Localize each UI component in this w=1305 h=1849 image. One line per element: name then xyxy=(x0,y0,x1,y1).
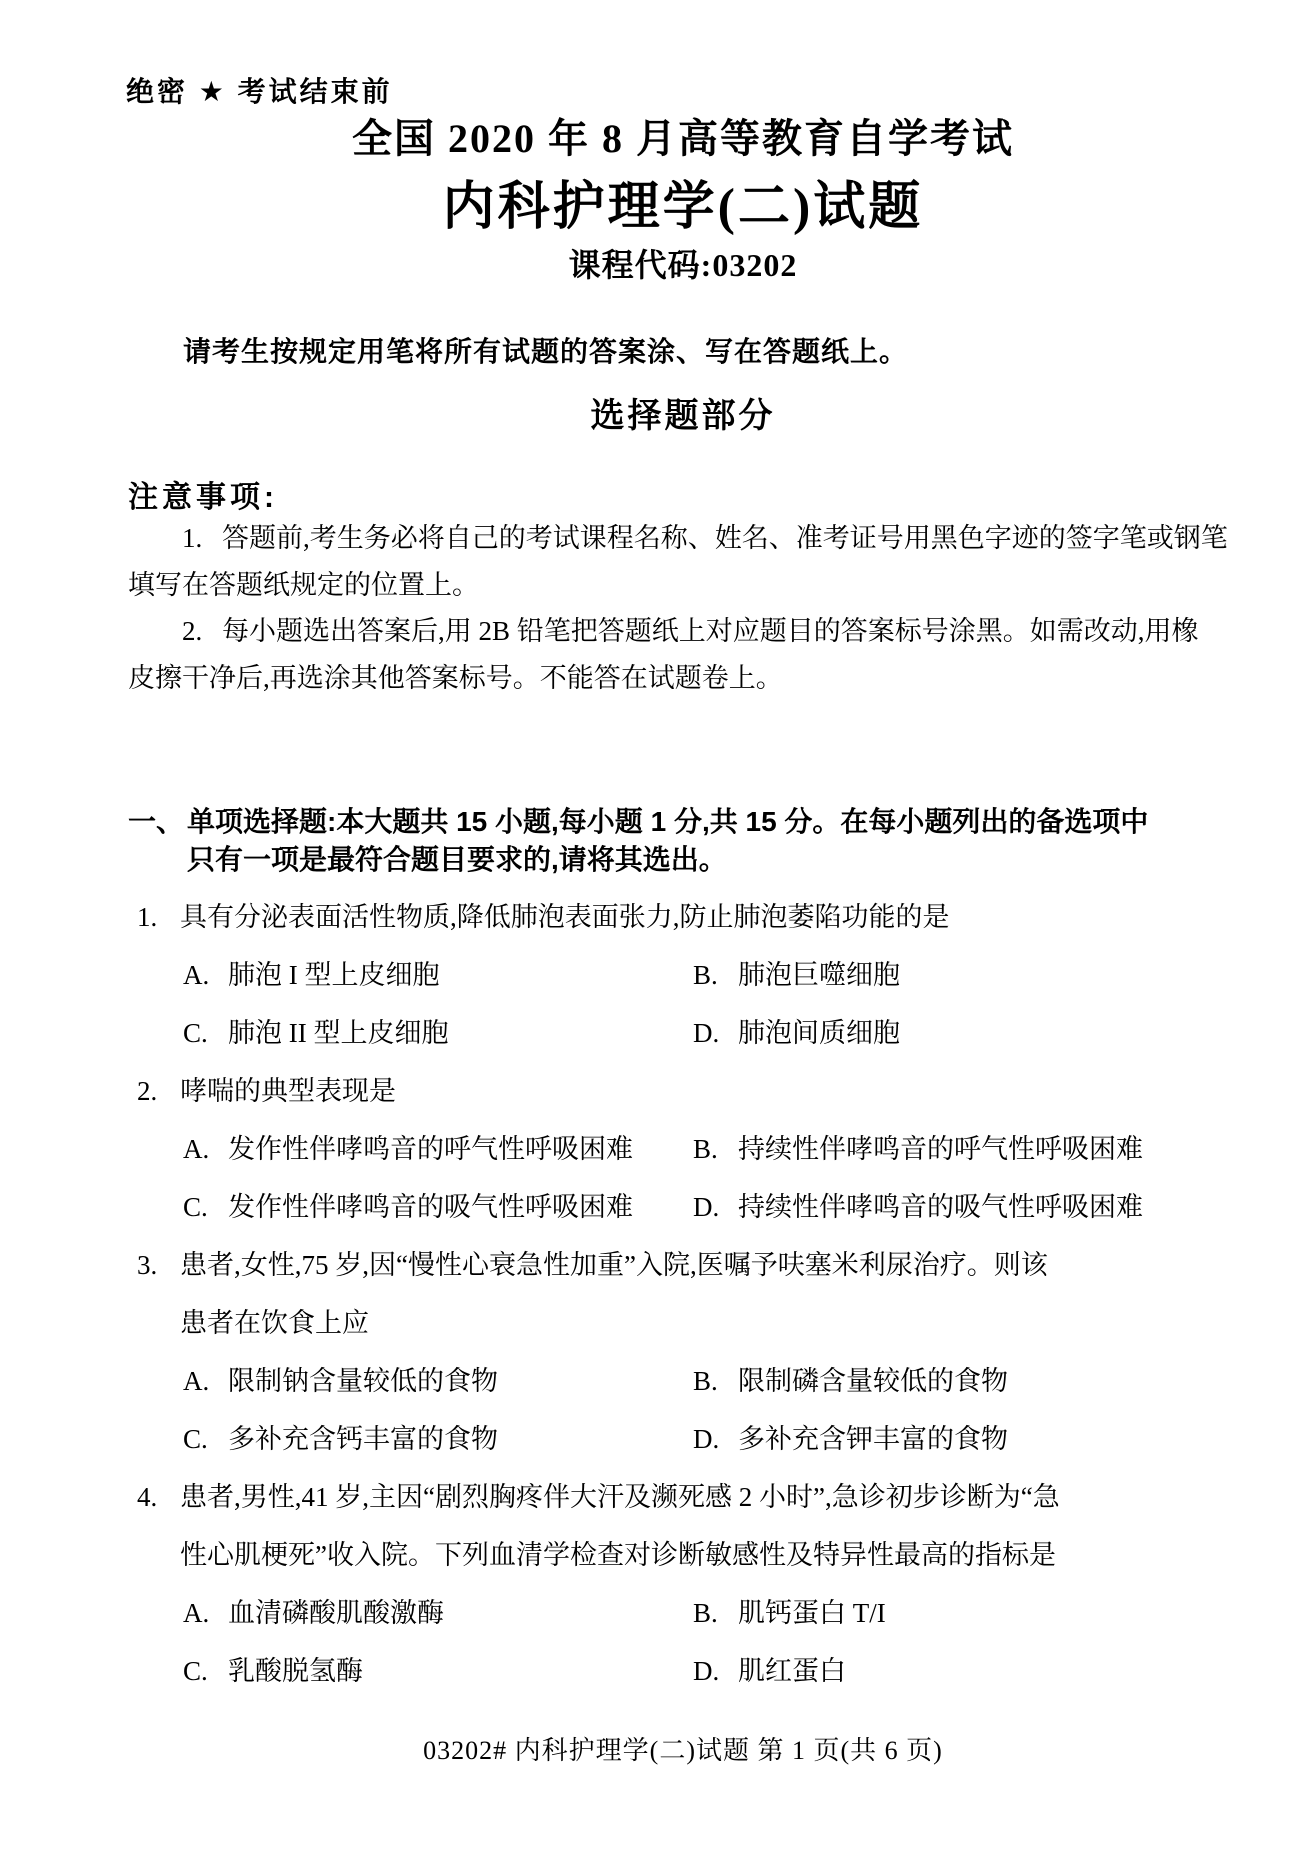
option-text: 持续性伴哮鸣音的呼气性呼吸困难 xyxy=(738,1134,1143,1164)
note-number: 1. xyxy=(182,523,203,553)
question-stem-line xyxy=(128,1468,1245,1526)
section-number: 一、 xyxy=(128,806,185,837)
option-label: D. xyxy=(693,1424,720,1454)
option-D xyxy=(693,1642,846,1700)
option-label: B. xyxy=(693,1598,718,1628)
option-text: 肺泡 I 型上皮细胞 xyxy=(228,960,440,990)
option-text: 多补充含钾丰富的食物 xyxy=(738,1424,1008,1454)
question-4 xyxy=(128,1468,1245,1700)
option-row xyxy=(128,1584,1245,1642)
section-heading-line xyxy=(128,803,1245,841)
note-line-text: 每小题选出答案后,用 2B 铅笔把答题纸上对应题目的答案标号涂黑。如需改动,用橡 xyxy=(222,616,1199,646)
option-text: 持续性伴哮鸣音的吸气性呼吸困难 xyxy=(738,1192,1143,1222)
notes-list xyxy=(128,515,1245,701)
option-row xyxy=(128,1004,1245,1062)
option-text: 乳酸脱氢酶 xyxy=(228,1656,363,1686)
option-row xyxy=(128,1352,1245,1410)
option-text: 血清磷酸肌酸激酶 xyxy=(228,1598,444,1628)
option-A xyxy=(183,1120,693,1178)
option-label: C. xyxy=(183,1018,208,1048)
note-item xyxy=(128,515,1245,562)
question-stem-text: 患者,女性,75 岁,因“慢性心衰急性加重”入院,医嘱予呋塞米利尿治疗。则该 xyxy=(180,1250,1048,1280)
option-label: A. xyxy=(183,1366,210,1396)
classification-banner: 绝密 ★ 考试结束前 xyxy=(126,76,393,107)
option-label: D. xyxy=(693,1018,720,1048)
option-label: B. xyxy=(693,960,718,990)
option-text: 肺泡巨噬细胞 xyxy=(738,960,900,990)
option-A xyxy=(183,1352,693,1410)
question-list xyxy=(128,888,1245,1700)
question-2 xyxy=(128,1062,1245,1236)
option-text: 肺泡 II 型上皮细胞 xyxy=(228,1018,449,1048)
option-label: B. xyxy=(693,1134,718,1164)
option-label: B. xyxy=(693,1366,718,1396)
question-1 xyxy=(128,888,1245,1062)
option-label: A. xyxy=(183,960,210,990)
note-line-text: 答题前,考生务必将自己的考试课程名称、姓名、准考证号用黑色字迹的签字笔或钢笔 xyxy=(222,523,1228,553)
part-title: 选择题部分 xyxy=(590,397,776,435)
option-C xyxy=(183,1178,693,1236)
option-text: 肺泡间质细胞 xyxy=(738,1018,900,1048)
option-text: 肌红蛋白 xyxy=(738,1656,846,1686)
option-label: A. xyxy=(183,1134,210,1164)
option-label: C. xyxy=(183,1656,208,1686)
option-D xyxy=(693,1178,1143,1236)
note-number: 2. xyxy=(182,616,203,646)
option-text: 限制磷含量较低的食物 xyxy=(738,1366,1008,1396)
question-number: 3. xyxy=(137,1250,158,1280)
option-text: 发作性伴哮鸣音的吸气性呼吸困难 xyxy=(228,1192,633,1222)
option-A xyxy=(183,946,693,1004)
question-stem-text: 具有分泌表面活性物质,降低肺泡表面张力,防止肺泡萎陷功能的是 xyxy=(180,902,950,932)
option-row xyxy=(128,1642,1245,1700)
option-label: C. xyxy=(183,1424,208,1454)
section-heading-line: 只有一项是最符合题目要求的,请将其选出。 xyxy=(187,844,727,875)
page-footer: 03202# 内科护理学(二)试题 第 1 页(共 6 页) xyxy=(423,1736,943,1765)
note-line-text: 皮擦干净后,再选涂其他答案标号。不能答在试题卷上。 xyxy=(128,662,783,693)
question-stem-text: 哮喘的典型表现是 xyxy=(180,1076,396,1106)
paper-title: 内科护理学(二)试题 xyxy=(442,179,924,236)
option-C xyxy=(183,1410,693,1468)
section-one-heading xyxy=(128,803,1245,879)
option-label: D. xyxy=(693,1192,720,1222)
note-line-text: 填写在答题纸规定的位置上。 xyxy=(128,569,479,600)
option-text: 多补充含钙丰富的食物 xyxy=(228,1424,498,1454)
option-B xyxy=(693,946,900,1004)
note-item xyxy=(128,608,1245,655)
question-stem-text: 患者,男性,41 岁,主因“剧烈胸疼伴大汗及濒死感 2 小时”,急诊初步诊断为“急 xyxy=(180,1482,1060,1512)
option-text: 限制钠含量较低的食物 xyxy=(228,1366,498,1396)
question-stem-line xyxy=(128,1062,1245,1120)
question-stem-line: 性心肌梗死”收入院。下列血清学检查对诊断敏感性及特异性最高的指标是 xyxy=(180,1540,1056,1570)
question-number: 2. xyxy=(137,1076,158,1106)
option-label: A. xyxy=(183,1598,210,1628)
answer-sheet-instruction: 请考生按规定用笔将所有试题的答案涂、写在答题纸上。 xyxy=(183,336,909,367)
option-text: 肌钙蛋白 T/I xyxy=(738,1598,886,1628)
course-code: 课程代码:03202 xyxy=(568,247,798,283)
option-row xyxy=(128,1178,1245,1236)
option-label: C. xyxy=(183,1192,208,1222)
question-3 xyxy=(128,1236,1245,1468)
question-stem-line: 患者在饮食上应 xyxy=(180,1308,369,1338)
option-label: D. xyxy=(693,1656,720,1686)
option-B xyxy=(693,1584,886,1642)
option-C xyxy=(183,1004,693,1062)
exam-title: 全国 2020 年 8 月高等教育自学考试 xyxy=(352,116,1014,161)
option-B xyxy=(693,1120,1143,1178)
question-number: 4. xyxy=(137,1482,158,1512)
question-stem-line xyxy=(128,1236,1245,1294)
option-B xyxy=(693,1352,1008,1410)
question-number: 1. xyxy=(137,902,158,932)
section-heading-text: 单项选择题:本大题共 15 小题,每小题 1 分,共 15 分。在每小题列出的备选项中 xyxy=(187,806,1149,837)
option-C xyxy=(183,1642,693,1700)
option-row xyxy=(128,946,1245,1004)
option-row xyxy=(128,1410,1245,1468)
notes-heading: 注意事项: xyxy=(128,481,278,514)
question-stem-line xyxy=(128,888,1245,946)
option-row xyxy=(128,1120,1245,1178)
option-A xyxy=(183,1584,693,1642)
option-D xyxy=(693,1004,900,1062)
option-D xyxy=(693,1410,1008,1468)
option-text: 发作性伴哮鸣音的呼气性呼吸困难 xyxy=(228,1134,633,1164)
